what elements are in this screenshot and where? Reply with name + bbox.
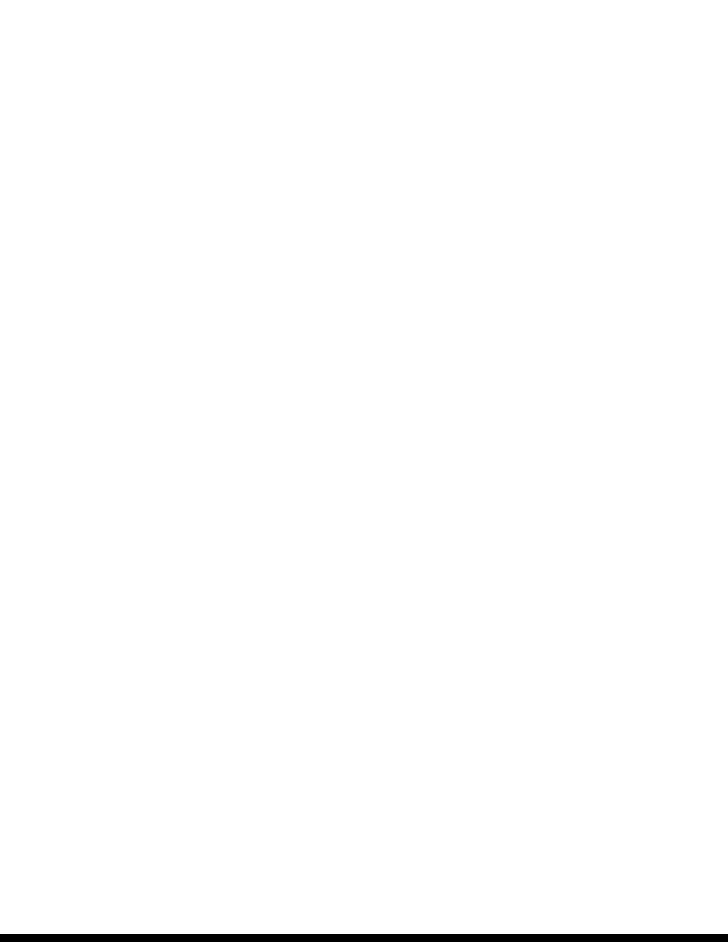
figure-bottom-row <box>143 77 667 93</box>
document-header <box>0 0 728 36</box>
paper-packs-figure <box>143 49 667 93</box>
figure-row-gap <box>143 65 667 77</box>
figure-top-row <box>143 49 667 65</box>
window-bottom-edge <box>0 934 728 942</box>
